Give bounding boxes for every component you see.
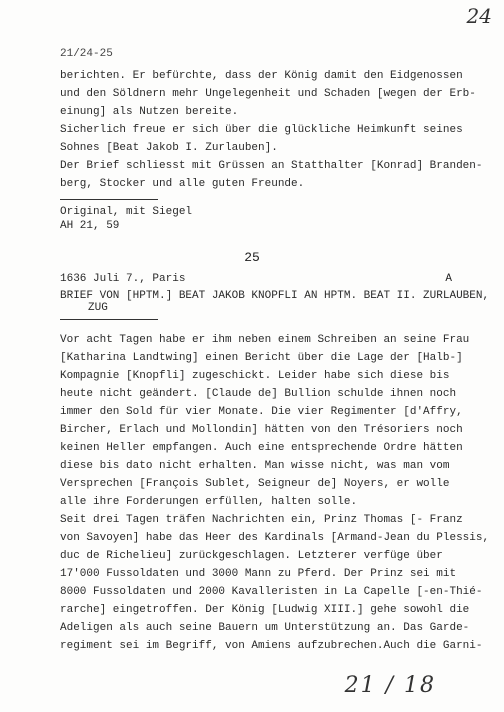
letter-title-continued: ZUG	[88, 302, 108, 314]
body-line: diese bis dato nicht erhalten. Man wisse nicht, was man vom	[60, 460, 450, 472]
body-line: 17'000 Fussoldaten und 3000 Mann zu Pferd. Der Prinz sei mit	[60, 568, 457, 580]
category-letter: A	[445, 273, 452, 285]
text-line: berg, Stocker und alle guten Freunde.	[60, 178, 305, 190]
handwritten-archive-note: 21 / 18	[344, 673, 436, 698]
body-line: heute nicht geändert. [Claude de] Bullion schulde ihnen noch	[60, 388, 457, 400]
text-line: Sicherlich freue er sich über die glückliche Heimkunft seines	[60, 124, 463, 136]
text-line: berichten. Er befürchte, dass der König damit den Eidgenossen	[60, 70, 463, 82]
text-line: einung] als Nutzen bereite.	[60, 106, 239, 118]
document-number: 25	[244, 250, 260, 265]
text-line: Der Brief schliesst mit Grüssen an Statthalter [Konrad] Branden-	[60, 160, 483, 172]
letter-title: BRIEF VON [HPTM.] BEAT JAKOB KNOPFLI AN HPTM. BEAT II. ZURLAUBEN,	[60, 290, 490, 302]
body-line: immer den Sold für vier Monate. Die vier Regimenter [d'Affry,	[60, 406, 463, 418]
body-line: regiment sei im Begriff, von Amiens aufzubrechen.Auch die Garni-	[60, 640, 483, 652]
body-line: rarche] eingetroffen. Der König [Ludwig XIII.] gehe sowohl die	[60, 604, 470, 616]
body-line: [Katharina Landtwing] einen Bericht über die Lage der [Halb-]	[60, 352, 463, 364]
body-line: von Savoyen] habe das Heer des Kardinals [Armand-Jean du Plessis,	[60, 532, 490, 544]
text-line: und den Söldnern mehr Ungelegenheit und Schaden [wegen der Erb-	[60, 88, 476, 100]
date-place: 1636 Juli 7., Paris	[60, 273, 186, 285]
body-line: Vor acht Tagen habe er ihm neben einem Schreiben an seine Frau	[60, 334, 470, 346]
body-line: alle ihre Forderungen erfüllen, halten solle.	[60, 496, 358, 508]
archive-reference: AH 21, 59	[60, 220, 120, 232]
section-divider	[60, 199, 158, 200]
body-line: keinen Heller empfangen. Auch eine entsprechende Ordre hätten	[60, 442, 463, 454]
body-line: Seit drei Tagen träfen Nachrichten ein, Prinz Thomas [- Franz	[60, 514, 463, 526]
body-line: Kompagnie [Knopfli] zugeschickt. Leider habe sich diese bis	[60, 370, 450, 382]
handwritten-page-number: 24	[466, 4, 492, 28]
body-line: 8000 Fussoldaten und 2000 Kavalleristen in La Capelle [-en-Thié-	[60, 586, 483, 598]
body-line: Adeligen als auch seine Bauern um Unterstützung an. Das Garde-	[60, 622, 470, 634]
body-line: Bircher, Erlach und Mollondin] hätten von den Trésoriers noch	[60, 424, 463, 436]
body-line: duc de Richelieu] zurückgeschlagen. Letzterer verfüge über	[60, 550, 443, 562]
reference-code: 21/24-25	[60, 48, 113, 60]
text-line: Sohnes [Beat Jakob I. Zurlauben].	[60, 142, 278, 154]
body-line: Versprechen [François Sublet, Seigneur de] Noyers, er wolle	[60, 478, 450, 490]
title-divider	[60, 319, 158, 320]
source-note: Original, mit Siegel	[60, 206, 193, 218]
